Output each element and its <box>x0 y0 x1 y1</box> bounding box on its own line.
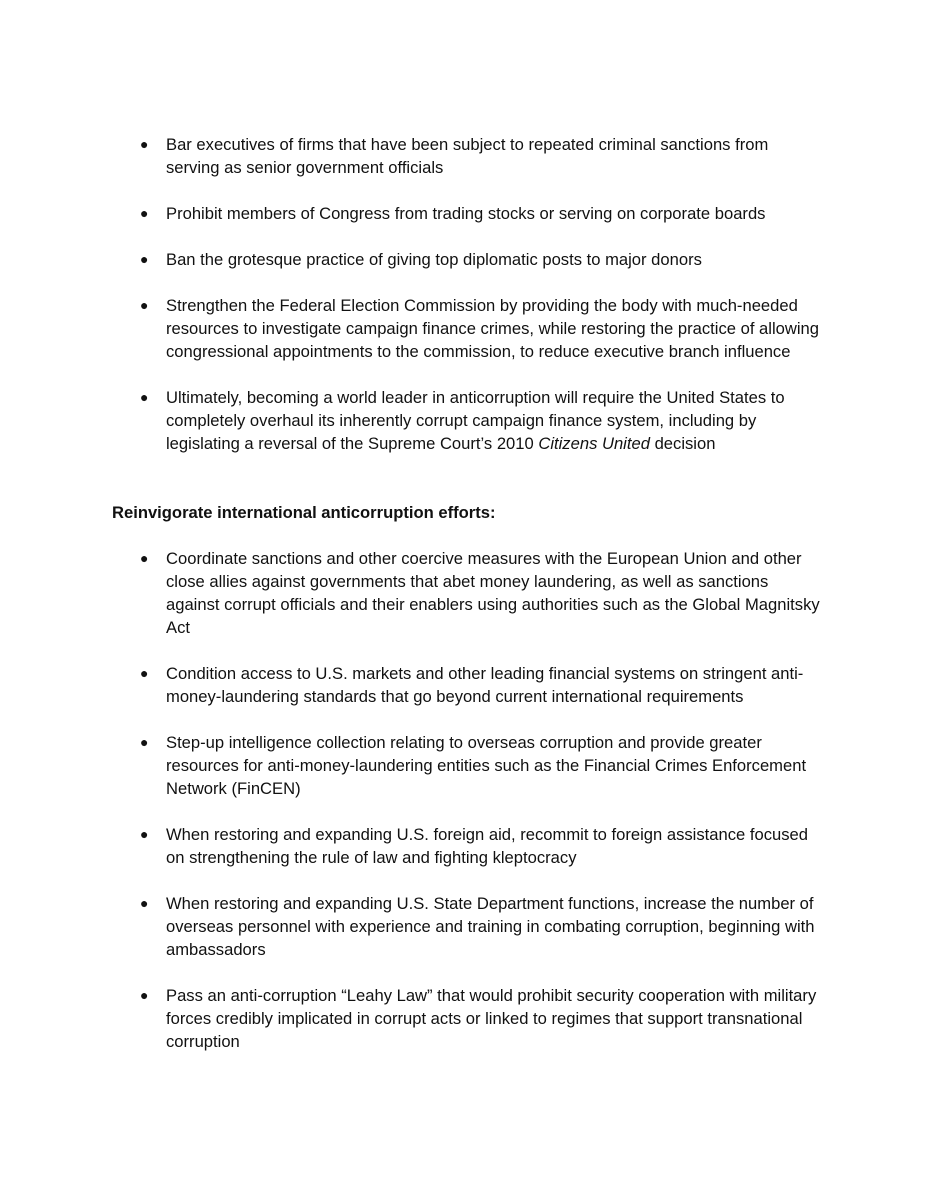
international-efforts-list <box>112 547 825 1053</box>
list-item <box>112 731 825 800</box>
list-item <box>112 984 825 1053</box>
list-item-text: When restoring and expanding U.S. State Department functions, increase the number of overseas personnel with experience and training in combating corruption, beginning with ambassadors <box>166 894 815 959</box>
list-item-text-part: decision <box>649 434 716 453</box>
list-item <box>112 547 825 639</box>
list-item-text-part: Ultimately, becoming a world leader in anticorruption will require the United States to completely overhaul its inherently corrupt campaign finance system, including by legislating a reversal of the Supreme Court’s 2010 <box>166 388 785 453</box>
bullet-icon: ● <box>140 895 149 911</box>
bullet-icon: ● <box>140 205 149 221</box>
list-item-text: Prohibit members of Congress from trading stocks or serving on corporate boards <box>166 204 766 223</box>
list-item-text: Ban the grotesque practice of giving top diplomatic posts to major donors <box>166 250 702 269</box>
list-item-text: Coordinate sanctions and other coercive measures with the European Union and other close allies against governments that abet money laundering, as well as sanctions against corrupt officials and their enablers using authorities such as the Global Magnitsky Act <box>166 549 820 637</box>
list-item-text: Step-up intelligence collection relating to overseas corruption and provide greater resources for anti-money-laundering entities such as the Financial Crimes Enforcement Network (FinCEN) <box>166 733 807 798</box>
list-item-text: Pass an anti-corruption “Leahy Law” that would prohibit security cooperation with military forces credibly implicated in corrupt acts or linked to regimes that support transnational corruption <box>166 986 817 1051</box>
bullet-icon: ● <box>140 665 149 681</box>
bullet-icon: ● <box>140 389 149 405</box>
list-item-text: Strengthen the Federal Election Commission by providing the body with much-needed resources to investigate campaign finance crimes, while restoring the practice of allowing congressional appointments to the commission, to reduce executive branch influence <box>166 296 820 361</box>
list-item <box>112 823 825 869</box>
list-item-text: Condition access to U.S. markets and other leading financial systems on stringent anti-money-laundering standards that go beyond current international requirements <box>166 664 804 706</box>
list-item <box>112 248 825 271</box>
bullet-icon: ● <box>140 136 149 152</box>
bullet-icon: ● <box>140 550 149 566</box>
list-item <box>112 133 825 179</box>
list-item-text: When restoring and expanding U.S. foreign aid, recommit to foreign assistance focused on strengthening the rule of law and fighting kleptocracy <box>166 825 808 867</box>
domestic-reform-list <box>112 133 825 455</box>
list-item <box>112 662 825 708</box>
list-item <box>112 386 825 455</box>
bullet-icon: ● <box>140 987 149 1003</box>
bullet-icon: ● <box>140 826 149 842</box>
case-name-italic: Citizens United <box>538 434 650 453</box>
bullet-icon: ● <box>140 251 149 267</box>
list-item <box>112 294 825 363</box>
list-item <box>112 892 825 961</box>
bullet-icon: ● <box>140 734 149 750</box>
list-item-text: Bar executives of firms that have been subject to repeated criminal sanctions from serving as senior government officials <box>166 135 769 177</box>
section-heading: Reinvigorate international anticorruption efforts: <box>112 503 496 522</box>
bullet-icon: ● <box>140 297 149 313</box>
list-item <box>112 202 825 225</box>
list-item-text <box>166 388 785 453</box>
